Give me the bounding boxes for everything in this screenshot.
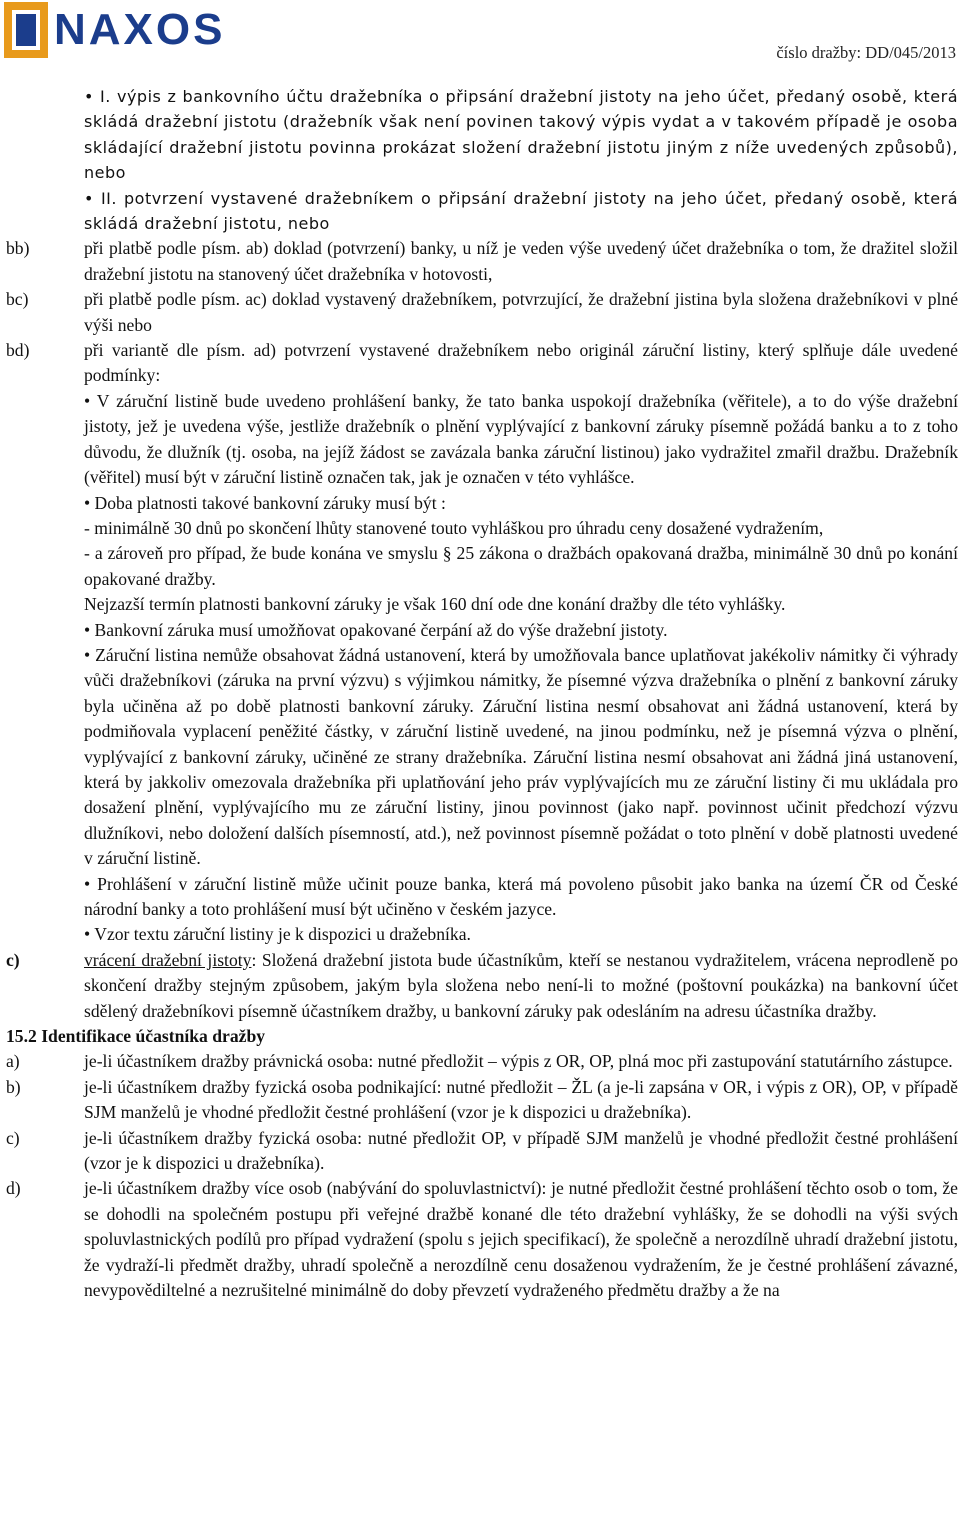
text-b: je-li účastníkem dražby fyzická osoba podnikající: nutné předložit – ŽL (a je-li zapsána v OR, i výpis z OR), OP, v případě SJM manželů je vhodné předložit čestné prohlášení (vzor je k dispozici u dražebníka).	[84, 1076, 958, 1123]
document-body	[6, 84, 958, 1304]
label-a: a)	[6, 1051, 20, 1072]
text-bb: při platbě podle písm. ab) doklad (potvrzení) banky, u níž je veden výše uvedený účet dražebníka o tom, že dražitel složil dražební jistotu na stanovený účet dražebníka v hotovosti,	[84, 238, 958, 284]
naxos-logo	[4, 2, 225, 58]
text-bc: při platbě podle písm. ac) doklad vystavený dražebníkem, potvrzující, že dražební jistina byla složena dražebníkovi v plné výši nebo	[84, 289, 958, 335]
validity-condition-1: - minimálně 30 dnů po skončení lhůty stanovené touto vyhláškou pro úhradu ceny dosažené vydražením,	[84, 517, 824, 538]
guarantee-validity: • Doba platnosti takové bankovní záruky musí být :	[84, 492, 446, 513]
refund-text: : Složená dražební jistota bude účastníkům, kteří se nestanou vydražitelem, vrácena neprodleně po skončení dražby stejným způsobem, jakým byla složena nebo není-li to možné (poštovní poukázka) na bankovní účet sdělený dražebníkovi písemně účastníkem dražby, u bankovní záruky pak odesláním na adresu účastníka dražby.	[84, 949, 958, 1021]
repeated-drawing: • Bankovní záruka musí umožňovat opakované čerpání až do výše dražební jistoty.	[84, 619, 668, 640]
item-I: • I. výpis z bankovního účtu dražebníka o připsání dražební jistoty na jeho účet, předaný osobě, která skládá dražební jistotu (dražebník však není povinen takový výpis vydat a v takovém případě je osoba skládající dražební jistotu povinna prokázat složení dražební jistotu jiným z níže uvedených způsobů), nebo	[84, 87, 958, 183]
auction-number: číslo dražby: DD/045/2013	[776, 43, 956, 62]
template-availability: • Vzor textu záruční listiny je k dispozici u dražebníka.	[84, 924, 471, 945]
list-item-bc	[6, 287, 958, 338]
label-b: b)	[6, 1076, 21, 1097]
list-item-b	[6, 1075, 958, 1126]
refund-heading: vrácení dražební jistoty	[84, 949, 252, 970]
text-a: je-li účastníkem dražby právnická osoba: nutné předložit – výpis z OR, OP, plná moc při zastupování statutárního zástupce.	[84, 1051, 953, 1072]
item-II: • II. potvrzení vystavené dražebníkem o připsání dražební jistoty na jeho účet, předaný osobě, která skládá dražební jistotu, nebo	[84, 188, 958, 234]
section-heading: 15.2 Identifikace účastníka dražby	[6, 1026, 266, 1047]
label-bd: bd)	[6, 340, 30, 361]
latest-validity-date: Nejzazší termín platnosti bankovní záruky je však 160 dní ode dne konání dražby dle této vyhlášky.	[84, 594, 786, 615]
guarantee-restrictions: • Záruční listina nemůže obsahovat žádná ustanovení, která by umožňovala bance uplatňovat jakékoliv námitky či výhrady vůči dražebníkovi (záruka na první výzvu) s výjimkou námitky, že písemné výzva dražebníka o plnění z bankovní záruky byla učiněna až po době platnosti bankovní záruky. Záruční listina nesmí obsahovat ani žádná ustanovení, která by podmiňovala vyplacení peněžité částky, v záruční listině uvedené, na jinou podmínku, než je písemná výzva o plnění, vyplývající z bankovní záruky, učiněné ze strany dražebníka. Záruční listina nesmí obsahovat ani žádná jiná ustanovení, která by jakkoliv omezovala dražebníka při uplatňování jeho práv vyplývajících mu ze záruční listiny či mu ukládala pro dosažení plnění, vyplývajícího mu ze záruční listiny, jinou povinnost (jako např. povinnost učinit předchozí výzvu dlužníkovi, nebo doložení dalších písemností, atd.), než povinnost písemně požádat o toto plnění v době platnosti uvedené v záruční listině.	[84, 644, 958, 869]
list-item-bb	[6, 236, 958, 287]
label-d: d)	[6, 1178, 21, 1199]
label-c: c)	[6, 949, 20, 970]
list-item-c2	[6, 1126, 958, 1177]
logo-text: NAXOS	[54, 5, 226, 54]
text-d: je-li účastníkem dražby více osob (nabývání do spoluvlastnictví): je nutné předložit čestné prohlášení těchto osob o tom, že se dohodli na společném postupu při veřejné dražbě konané dle této dražební vyhlášky, že se dohodli na výši svých spoluvlastnických podílů pro případ vydražení (spolu s jejich specifikací), že společně a nerozdílně uhradí dražební jistotu, že vydraží-li předmět dražby, uhradí společně a nerozdílně cenu dosaženou vydražením, že je čestné prohlášení závazné, nevypovědiltelné a nezrušitelné minimálně do doby převzetí vydraženého předmětu dražby a že na	[84, 1178, 958, 1301]
guarantee-statement: • V záruční listině bude uvedeno prohlášení banky, že tato banka uspokojí dražebníka (věřitele), a to do výše dražební jistoty, jež je uvedena výše, jestliže dražebník o plnění vyplývající z bankovní záruky písemně požádá banku a to z toho důvodu, že dlužník (tj. osoba, na jejíž žádost se zavázala banka záruční listinou) jako vydražitel zmařil dražbu. Dražebník (věřitel) musí být v záruční listině označen tak, jak je označen v této vyhlášce.	[84, 390, 958, 488]
list-item-d	[6, 1176, 958, 1303]
label-c2: c)	[6, 1127, 20, 1148]
list-item-a	[6, 1049, 958, 1074]
bank-declaration: • Prohlášení v záruční listině může učinit pouze banka, která má povoleno působit jako banka na území ČR od České národní banky a toto prohlášení musí být učiněno v českém jazyce.	[84, 873, 958, 919]
validity-condition-2: - a zároveň pro případ, že bude konána ve smyslu § 25 zákona o dražbách opakovaná dražba, minimálně 30 dnů po konání opakované dražby.	[84, 543, 958, 589]
list-item-c	[6, 948, 958, 1024]
text-c	[84, 948, 958, 1024]
text-bd: při variantě dle písm. ad) potvrzení vystavené dražebníkem nebo originál záruční listiny, který splňuje dále uvedené podmínky:	[84, 340, 958, 386]
list-item-bd	[6, 338, 958, 389]
text-c2: je-li účastníkem dražby fyzická osoba: nutné předložit OP, v případě SJM manželů je vhodné předložit čestné prohlášení (vzor je k dispozici u dražebníka).	[84, 1127, 958, 1174]
label-bc: bc)	[6, 289, 29, 310]
label-bb: bb)	[6, 238, 30, 259]
naxos-logo-icon	[4, 2, 48, 58]
